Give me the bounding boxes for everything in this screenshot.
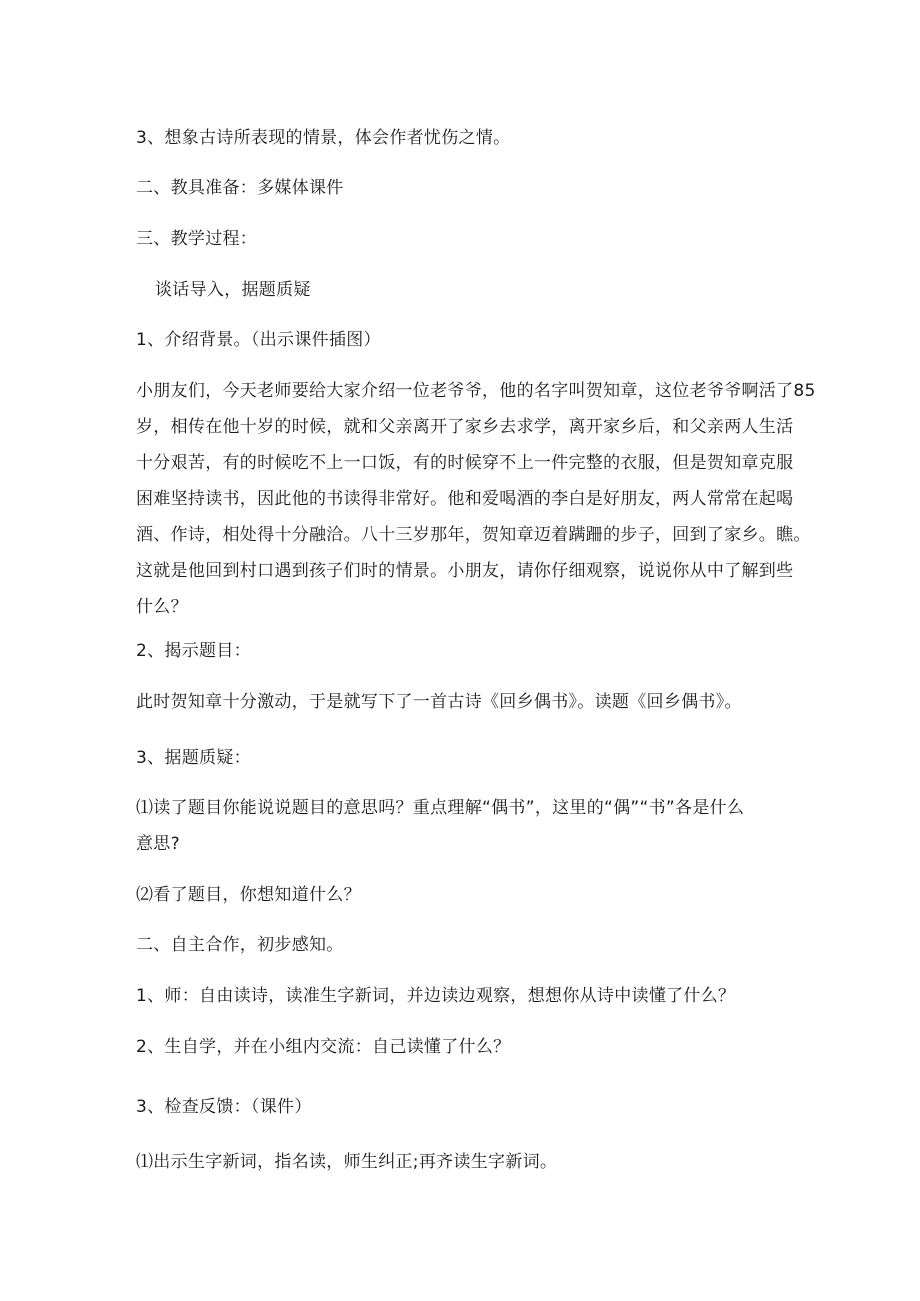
intro-line: 小朋友们，今天老师要给大家介绍一位老爷爷，他的名字叫贺知章，这位老爷爷啊活了85 bbox=[136, 381, 816, 401]
question-1-line: 意思? bbox=[136, 834, 180, 854]
section-teaching-process: 三、教学过程： bbox=[136, 229, 258, 249]
intro-line: 十分艰苦，有的时候吃不上一口饭，有的时候穿不上一件完整的衣服，但是贺知章克服 bbox=[136, 453, 794, 473]
intro-paragraph bbox=[136, 373, 816, 625]
section-self-study: 二、自主合作，初步感知。 bbox=[136, 935, 344, 955]
intro-line: 这就是他回到村口遇到孩子们时的情景。小朋友，请你仔细观察，说说你从中了解到些 bbox=[136, 561, 794, 581]
section-teaching-aids: 二、教具准备：多媒体课件 bbox=[136, 178, 344, 198]
question-2: ⑵看了题目，你想知道什么？ bbox=[136, 885, 361, 905]
objective-3: 3、想象古诗所表现的情景，体会作者忧伤之情。 bbox=[136, 128, 511, 148]
intro-line: 岁，相传在他十岁的时候，就和父亲离开了家乡去求学，离开家乡后，和父亲两人生活 bbox=[136, 417, 794, 437]
self-study-step-3-1: ⑴出示生字新词，指名读，师生纠正;再齐读生字新词。 bbox=[136, 1152, 558, 1172]
step-background: 1、介绍背景。（出示课件插图） bbox=[136, 330, 381, 350]
question-1 bbox=[136, 790, 796, 862]
reveal-title-text: 此时贺知章十分激动，于是就写下了一首古诗《回乡偶书》。读题《回乡偶书》。 bbox=[136, 692, 742, 712]
question-1-line: ⑴读了题目你能说说题目的意思吗？重点理解“偶书”，这里的“偶”“书”各是什么 bbox=[136, 798, 745, 818]
step-question: 3、据题质疑： bbox=[136, 748, 251, 768]
self-study-step-2: 2、生自学，并在小组内交流：自己读懂了什么？ bbox=[136, 1037, 511, 1057]
intro-line: 什么？ bbox=[136, 597, 188, 617]
step-reveal-title: 2、揭示题目： bbox=[136, 641, 251, 661]
intro-line: 困难坚持读书，因此他的书读得非常好。他和爱喝酒的李白是好朋友，两人常常在起喝 bbox=[136, 489, 794, 509]
intro-line: 酒、作诗，相处得十分融洽。八十三岁那年，贺知章迈着蹒跚的步子，回到了家乡。瞧。 bbox=[136, 525, 811, 545]
subsection-intro: 谈话导入，据题质疑 bbox=[155, 280, 311, 300]
self-study-step-1: 1、师：自由读诗，读准生字新词，并边读边观察，想想你从诗中读懂了什么？ bbox=[136, 986, 736, 1006]
self-study-step-3: 3、检查反馈：（课件） bbox=[136, 1097, 312, 1117]
